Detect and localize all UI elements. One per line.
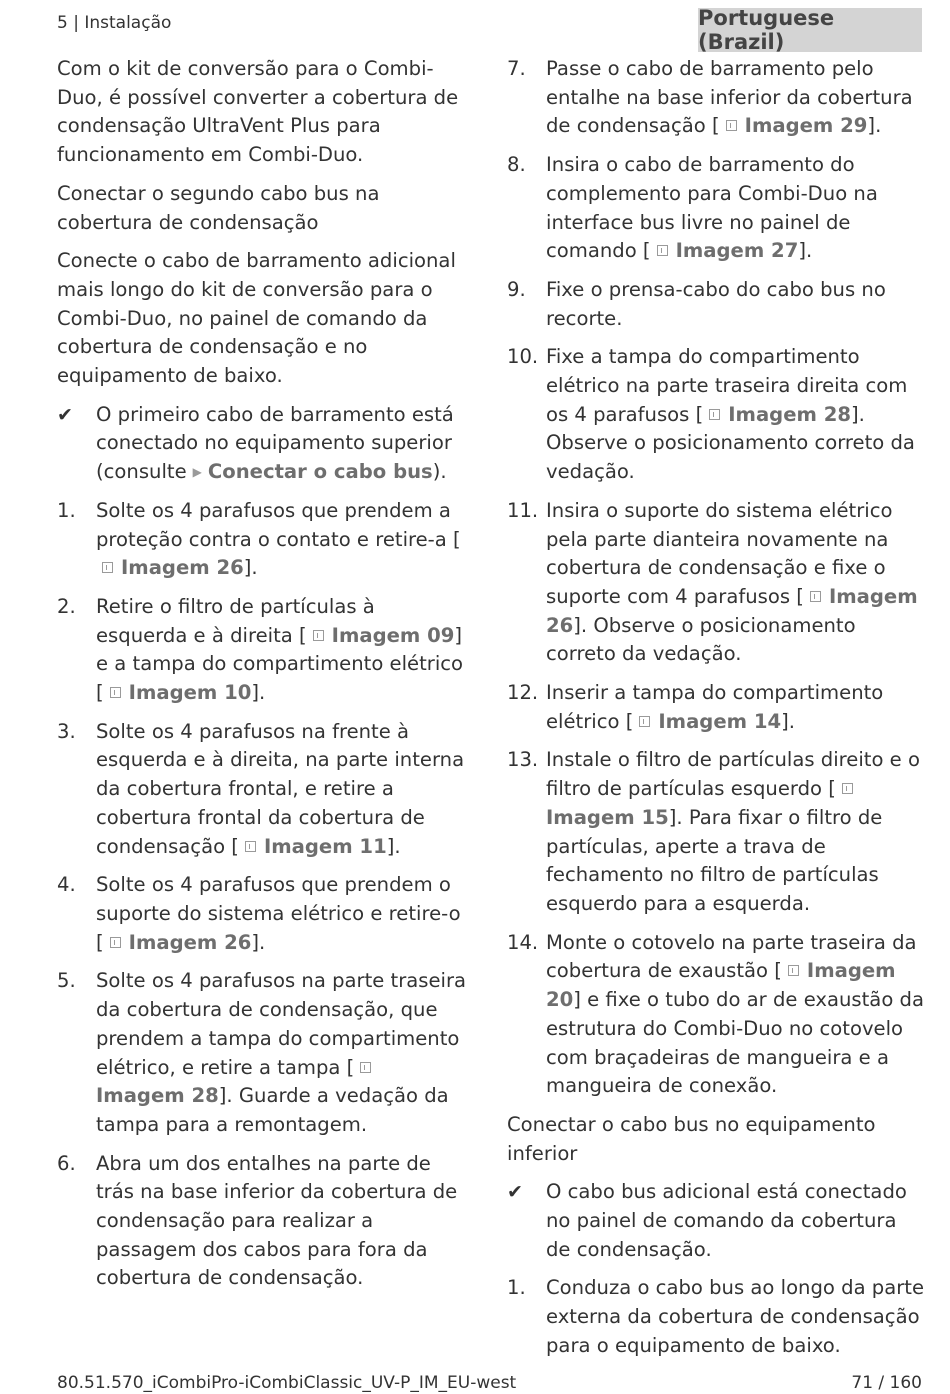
image-ref-link[interactable]: Imagem 15 <box>546 805 669 829</box>
link-connect-bus-cable[interactable]: Conectar o cabo bus <box>207 460 433 484</box>
instruction-paragraph: Conecte o cabo de barramento adicional mais longo do kit de conversão para o Combi-Duo, no painel de comando da cobertura de condensação e no equipamento de baixo. <box>57 249 456 388</box>
image-ref-icon <box>842 783 853 794</box>
image-ref-link[interactable]: Imagem 28 <box>96 1084 219 1108</box>
step-number: 9. <box>507 277 526 301</box>
image-ref-link[interactable]: Imagem 27 <box>675 239 799 263</box>
step-item: 8. Insira o cabo de barramento do complemento para Combi-Duo na interface bus livre no painel de comando [ Imagem 27]. <box>507 151 925 266</box>
image-ref-icon <box>360 1062 371 1073</box>
step-item: 12. Inserir a tampa do compartimento elétrico [ Imagem 14]. <box>507 679 925 736</box>
image-ref-icon <box>245 841 256 852</box>
image-ref-link[interactable]: Imagem 29 <box>744 114 868 138</box>
step-number: 11. <box>507 498 539 522</box>
step-item: 14. Monte o cotovelo na parte traseira da cobertura de exaustão [ Imagem 20] e fixe o tubo do ar de exaustão da estrutura do Combi-Duo no cotovelo com braçadeiras de mangueira e a mangueira de conexão. <box>507 929 925 1101</box>
step-number: 12. <box>507 681 539 705</box>
document-id: 80.51.570_iCombiPro-iCombiClassic_UV-P_IM_EU-west <box>57 1373 517 1393</box>
step-item: 5. Solte os 4 parafusos na parte traseira da cobertura de condensação, que prendem a tampa do compartimento elétrico, e retire a tampa [Imagem 28]. Guarde a vedação da tampa para a remontagem. <box>57 967 467 1139</box>
image-ref-link[interactable]: Imagem 20 <box>546 959 896 1012</box>
step-number: 4. <box>57 873 76 897</box>
step-number: 14. <box>507 930 539 954</box>
image-ref-link[interactable]: Imagem 09 <box>331 623 455 647</box>
right-column <box>507 55 925 1371</box>
image-ref-icon <box>110 937 121 948</box>
step-item: 1. Conduza o cabo bus ao longo da parte externa da cobertura de condensação para o equipamento de baixo. <box>507 1274 925 1360</box>
image-ref-icon <box>726 120 737 131</box>
page-number: 71 / 160 <box>851 1373 922 1393</box>
step-number: 6. <box>57 1151 76 1175</box>
step-number: 1. <box>507 1276 526 1300</box>
image-ref-icon <box>313 630 324 641</box>
step-number: 5. <box>57 969 76 993</box>
step-item: 10. Fixe a tampa do compartimento elétrico na parte traseira direita com os 4 parafusos [ Imagem 28]. Observe o posicionamento correto da vedação. <box>507 343 925 487</box>
step-number: 8. <box>507 153 526 177</box>
image-ref-link[interactable]: Imagem 26 <box>121 556 244 580</box>
image-ref-icon <box>709 409 720 420</box>
precondition-item: ✔ O primeiro cabo de barramento está conectado no equipamento superior (consulte ▶ Conectar o cabo bus). <box>57 401 467 487</box>
step-item: 11. Insira o suporte do sistema elétrico pela parte dianteira novamente na cobertura de condensação e fixe o suporte com 4 parafusos [ Imagem 26]. Observe o posicionamento correto da vedação. <box>507 497 925 669</box>
step-item: 2. Retire o filtro de partículas à esquerda e à direita [ Imagem 09] e a tampa do compartimento elétrico [ Imagem 10]. <box>57 593 467 708</box>
step-number: 1. <box>57 498 76 522</box>
image-ref-icon <box>639 716 650 727</box>
intro-paragraph: Com o kit de conversão para o Combi-Duo, é possível converter a cobertura de condensação UltraVent Plus para funcionamento em Combi-Duo. <box>57 57 459 167</box>
image-ref-link[interactable]: Imagem 11 <box>263 834 387 858</box>
image-ref-link[interactable]: Imagem 14 <box>658 709 782 733</box>
precondition-item: ✔ O cabo bus adicional está conectado no painel de comando da cobertura de condensação. <box>507 1178 925 1264</box>
image-ref-link[interactable]: Imagem 28 <box>728 402 851 426</box>
language-badge: Portuguese (Brazil) <box>698 8 922 52</box>
image-ref-icon <box>102 562 113 573</box>
step-number: 7. <box>507 57 526 80</box>
image-ref-icon <box>110 687 121 698</box>
step-number: 2. <box>57 594 76 618</box>
step-item: 4. Solte os 4 parafusos que prendem o suporte do sistema elétrico e retire-o [ Imagem 26]. <box>57 871 467 957</box>
checkmark-icon: ✔ <box>57 403 73 426</box>
step-item: 7. Passe o cabo de barramento pelo entalhe na base inferior da cobertura de condensação [ Imagem 29]. <box>507 55 925 141</box>
image-ref-link[interactable]: Imagem 26 <box>128 930 252 954</box>
step-item: 3. Solte os 4 parafusos na frente à esquerda e à direita, na parte interna da cobertura frontal, e retire a cobertura frontal da cobertura de condensação [ Imagem 11]. <box>57 718 467 862</box>
subheading-lower-unit: Conectar o cabo bus no equipamento inferior <box>507 1112 876 1165</box>
left-column <box>57 55 467 1303</box>
image-ref-icon <box>810 591 821 602</box>
subheading-second-bus-cable: Conectar o segundo cabo bus na cobertura de condensação <box>57 181 380 234</box>
step-number: 3. <box>57 719 76 743</box>
step-item: 9. Fixe o prensa-cabo do cabo bus no recorte. <box>507 276 925 333</box>
image-ref-link[interactable]: Imagem 10 <box>128 681 252 705</box>
step-item: 6. Abra um dos entalhes na parte de trás na base inferior da cobertura de condensação para realizar a passagem dos cabos para fora da cobertura de condensação. <box>57 1150 467 1294</box>
image-ref-icon <box>788 965 799 976</box>
image-ref-icon <box>657 245 668 256</box>
step-number: 13. <box>507 748 539 772</box>
arrow-right-icon: ▶ <box>192 465 202 480</box>
step-item: 1. Solte os 4 parafusos que prendem a proteção contra o contato e retire-a [Imagem 26]. <box>57 497 467 583</box>
checkmark-icon: ✔ <box>507 1181 523 1204</box>
image-ref-link[interactable]: Imagem 26 <box>546 584 918 637</box>
section-header: 5 | Instalação <box>57 13 172 33</box>
step-number: 10. <box>507 345 539 369</box>
step-item: 13. Instale o filtro de partículas direito e o filtro de partículas esquerdo [Imagem 15]. Para fixar o filtro de partículas, aperte a trava de fechamento no filtro de partículas esquerdo para a esquerda. <box>507 746 925 918</box>
